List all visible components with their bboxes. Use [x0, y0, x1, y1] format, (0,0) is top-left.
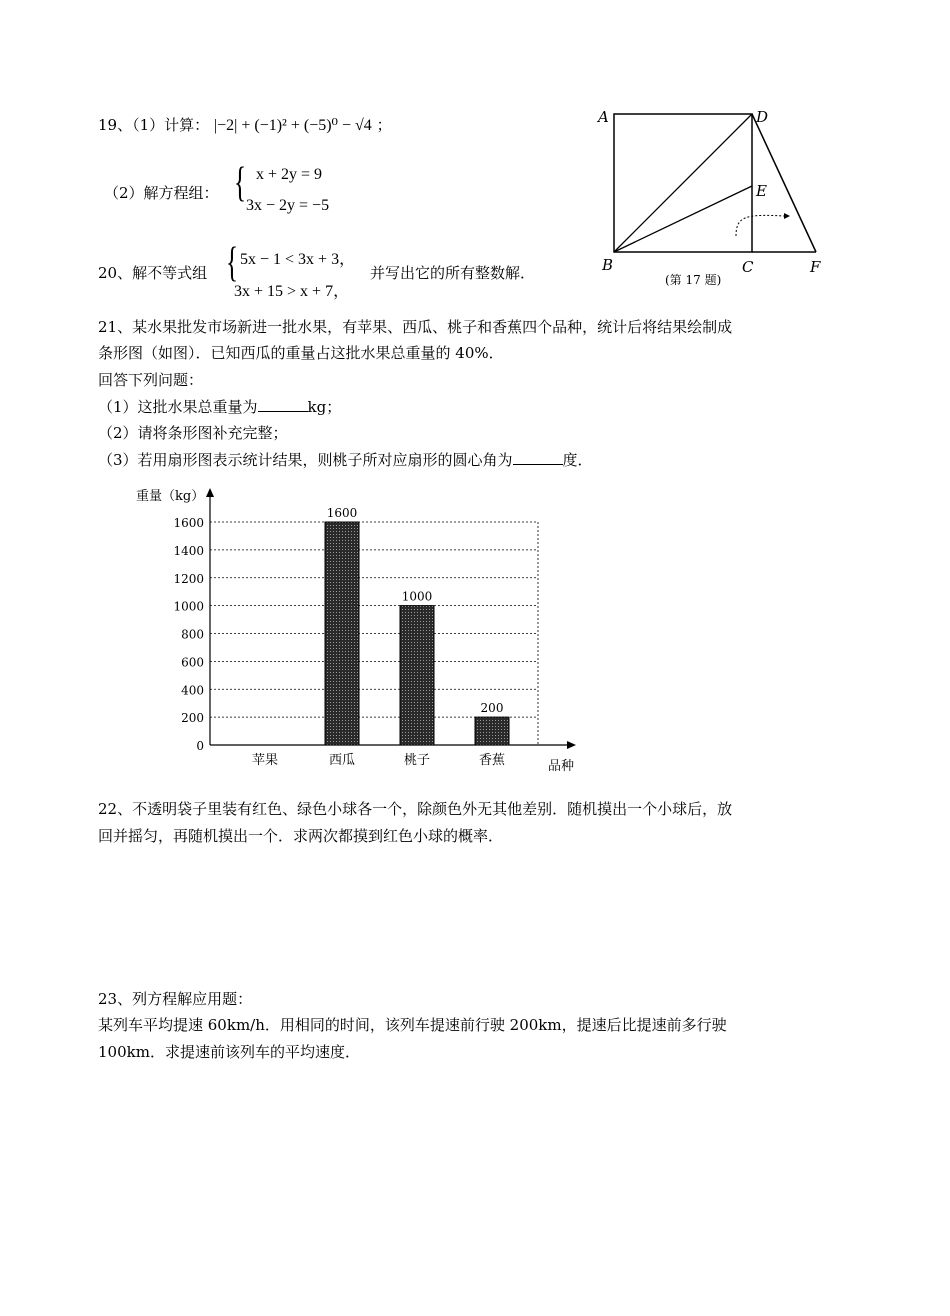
x-tick-label: 西瓜	[328, 753, 356, 768]
diagonal-bd	[614, 114, 752, 252]
q19-equation-1: x + 2y = 9	[256, 166, 323, 183]
q19-number: 19、	[98, 116, 133, 134]
y-tick-label: 0	[196, 739, 204, 753]
figure-17	[590, 104, 840, 290]
bar	[475, 717, 509, 745]
fruit-weight-bar-chart	[120, 480, 600, 780]
bar-value-label: 200	[480, 701, 504, 716]
y-axis-arrow-icon	[206, 488, 214, 497]
answer-blank-total[interactable]	[258, 397, 308, 412]
bar	[400, 606, 434, 745]
point-a-label: A	[598, 108, 609, 126]
y-tick-label: 400	[181, 683, 204, 698]
q21-subq-3	[98, 449, 593, 470]
q21-line-2: 条形图（如图）．已知西瓜的重量占这批水果总重量的 40%．	[98, 344, 504, 362]
q23-line-3: 100km．求提速前该列车的平均速度．	[98, 1043, 360, 1061]
q20-inequality-1: 5x − 1 < 3x + 3，	[240, 251, 356, 268]
point-d-label: D	[756, 108, 769, 126]
x-tick-label: 桃子	[403, 753, 431, 768]
q20-label: 20、解不等式组	[98, 264, 208, 282]
q21-subq-3-unit: 度．	[562, 451, 593, 469]
q22-line-2: 回并摇匀，再随机摸出一个．求两次都摸到红色小球的概率．	[98, 827, 504, 845]
q21-line-1: 21、某水果批发市场新进一批水果，有苹果、西瓜、桃子和香蕉四个品种，统计后将结果绘制成	[98, 318, 733, 336]
y-tick-label: 600	[181, 655, 204, 670]
point-f-label: F	[810, 258, 821, 276]
y-tick-label: 1600	[173, 516, 204, 530]
point-e-label: E	[756, 182, 767, 200]
q19-brace: {	[234, 160, 247, 206]
q21-subq-3-text: （3）若用扇形图表示统计结果，则桃子所对应扇形的圆心角为	[98, 451, 513, 469]
q21-subq-2: （2）请将条形图补充完整；	[98, 424, 288, 442]
q21-subq-1-unit: kg；	[307, 398, 342, 416]
q20-instruction: 并写出它的所有整数解．	[370, 264, 536, 282]
figure-caption: (第 17 题)	[665, 273, 722, 287]
q20-brace: {	[226, 240, 239, 286]
point-b-label: B	[602, 256, 614, 274]
q19-part2-label: （2）解方程组：	[104, 184, 219, 202]
q19-part1-label: （1）计算：	[132, 116, 210, 134]
y-axis-label: 重量（kg）	[136, 489, 205, 504]
y-tick-label: 1200	[173, 571, 204, 586]
q19-equation-2: 3x − 2y = −5	[246, 197, 330, 214]
q21-line-3: 回答下列问题：	[98, 371, 204, 389]
y-tick-label: 1000	[173, 599, 204, 614]
x-axis-label: 品种	[548, 759, 575, 774]
q21-subq-1-text: （1）这批水果总重量为	[98, 398, 258, 416]
q22-line-1: 22、不透明袋子里装有红色、绿色小球各一个，除颜色外无其他差别．随机摸出一个小球后，放	[98, 800, 733, 818]
arrowhead-icon	[784, 213, 790, 219]
q21-subq-1	[98, 396, 341, 417]
q19-part1-end: ；	[376, 116, 392, 134]
q23-line-2: 某列车平均提速 60km/h．用相同的时间，该列车提速前行驶 200km，提速后比提速前多行驶	[98, 1016, 727, 1034]
q19-part1	[98, 114, 392, 135]
bar-value-label: 1600	[326, 506, 358, 520]
q19-part1-expression: |−2| + (−1)² + (−5)⁰ − √4	[213, 117, 372, 134]
q20-inequality-2: 3x + 15 > x + 7，	[234, 283, 350, 300]
y-tick-label: 200	[181, 711, 204, 726]
bar-value-label: 1000	[401, 589, 433, 604]
x-tick-label: 苹果	[251, 753, 279, 768]
bar	[325, 522, 359, 745]
answer-blank-angle[interactable]	[513, 450, 563, 465]
fold-arrow-icon	[736, 215, 784, 236]
y-tick-label: 800	[181, 627, 204, 642]
x-axis-arrow-icon	[567, 741, 576, 749]
y-tick-label: 1400	[173, 543, 204, 558]
q23-line-1: 23、列方程解应用题：	[98, 990, 253, 1008]
x-tick-label: 香蕉	[478, 753, 506, 768]
segment-be	[614, 186, 752, 252]
point-c-label: C	[742, 258, 754, 276]
